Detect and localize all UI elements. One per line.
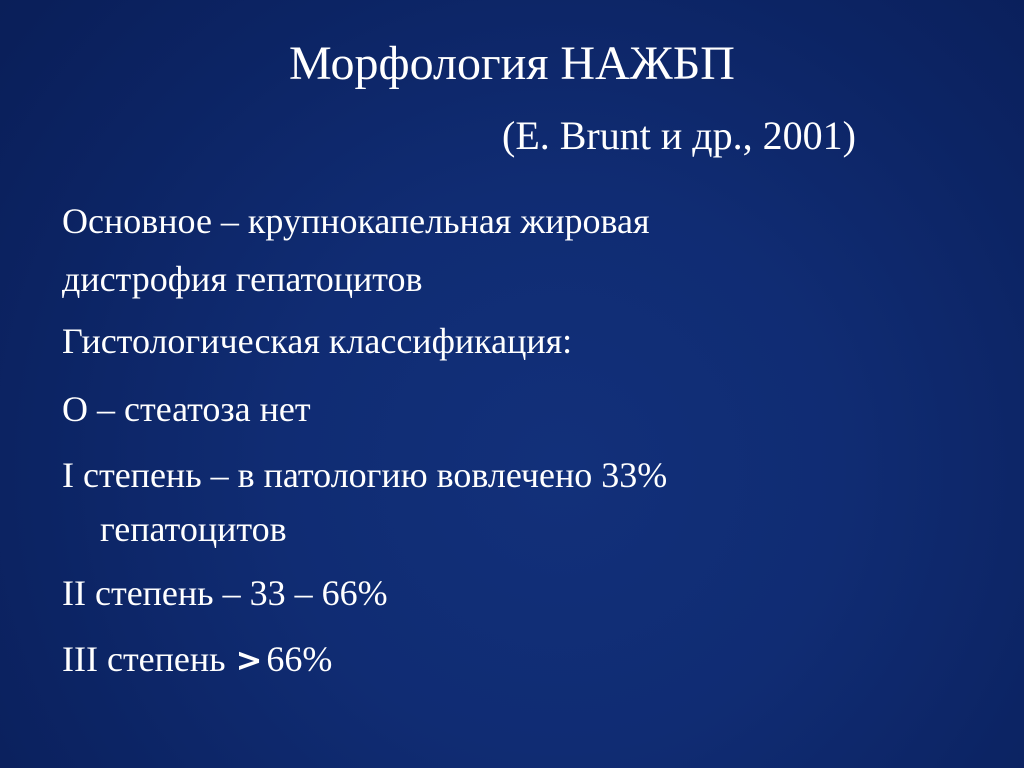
slide-subtitle: (E. Brunt и др., 2001) (502, 113, 856, 158)
list-item-grade-2 (62, 566, 962, 620)
list-item-main-line1: Основное – крупнокапельная жировая (62, 201, 650, 241)
greater-than-symbol: > (235, 641, 263, 679)
list-item-grade-3 (62, 632, 962, 687)
slide-title: Морфология НАЖБП (289, 37, 735, 90)
list-item-grade-0-text: О – стеатоза нет (62, 389, 311, 429)
content-list (62, 192, 962, 697)
list-item-main-line2: дистрофия гепатоцитов (62, 259, 423, 299)
list-item-grade-0 (62, 382, 962, 436)
list-item-main (62, 192, 962, 308)
list-item-classification-text: Гистологическая классификация: (62, 321, 573, 361)
list-item-grade-1-line2: гепатоцитов (100, 509, 287, 549)
list-item-grade-1 (62, 448, 962, 556)
list-item-grade-3-suffix: 66% (266, 639, 333, 679)
list-item-grade-3-prefix: III степень (62, 639, 226, 679)
list-item-grade-2-text: II степень – 33 – 66% (62, 573, 388, 613)
list-item-grade-1-line1: I степень – в патологию вовлечено 33% (62, 455, 668, 495)
list-item-classification (62, 314, 962, 368)
